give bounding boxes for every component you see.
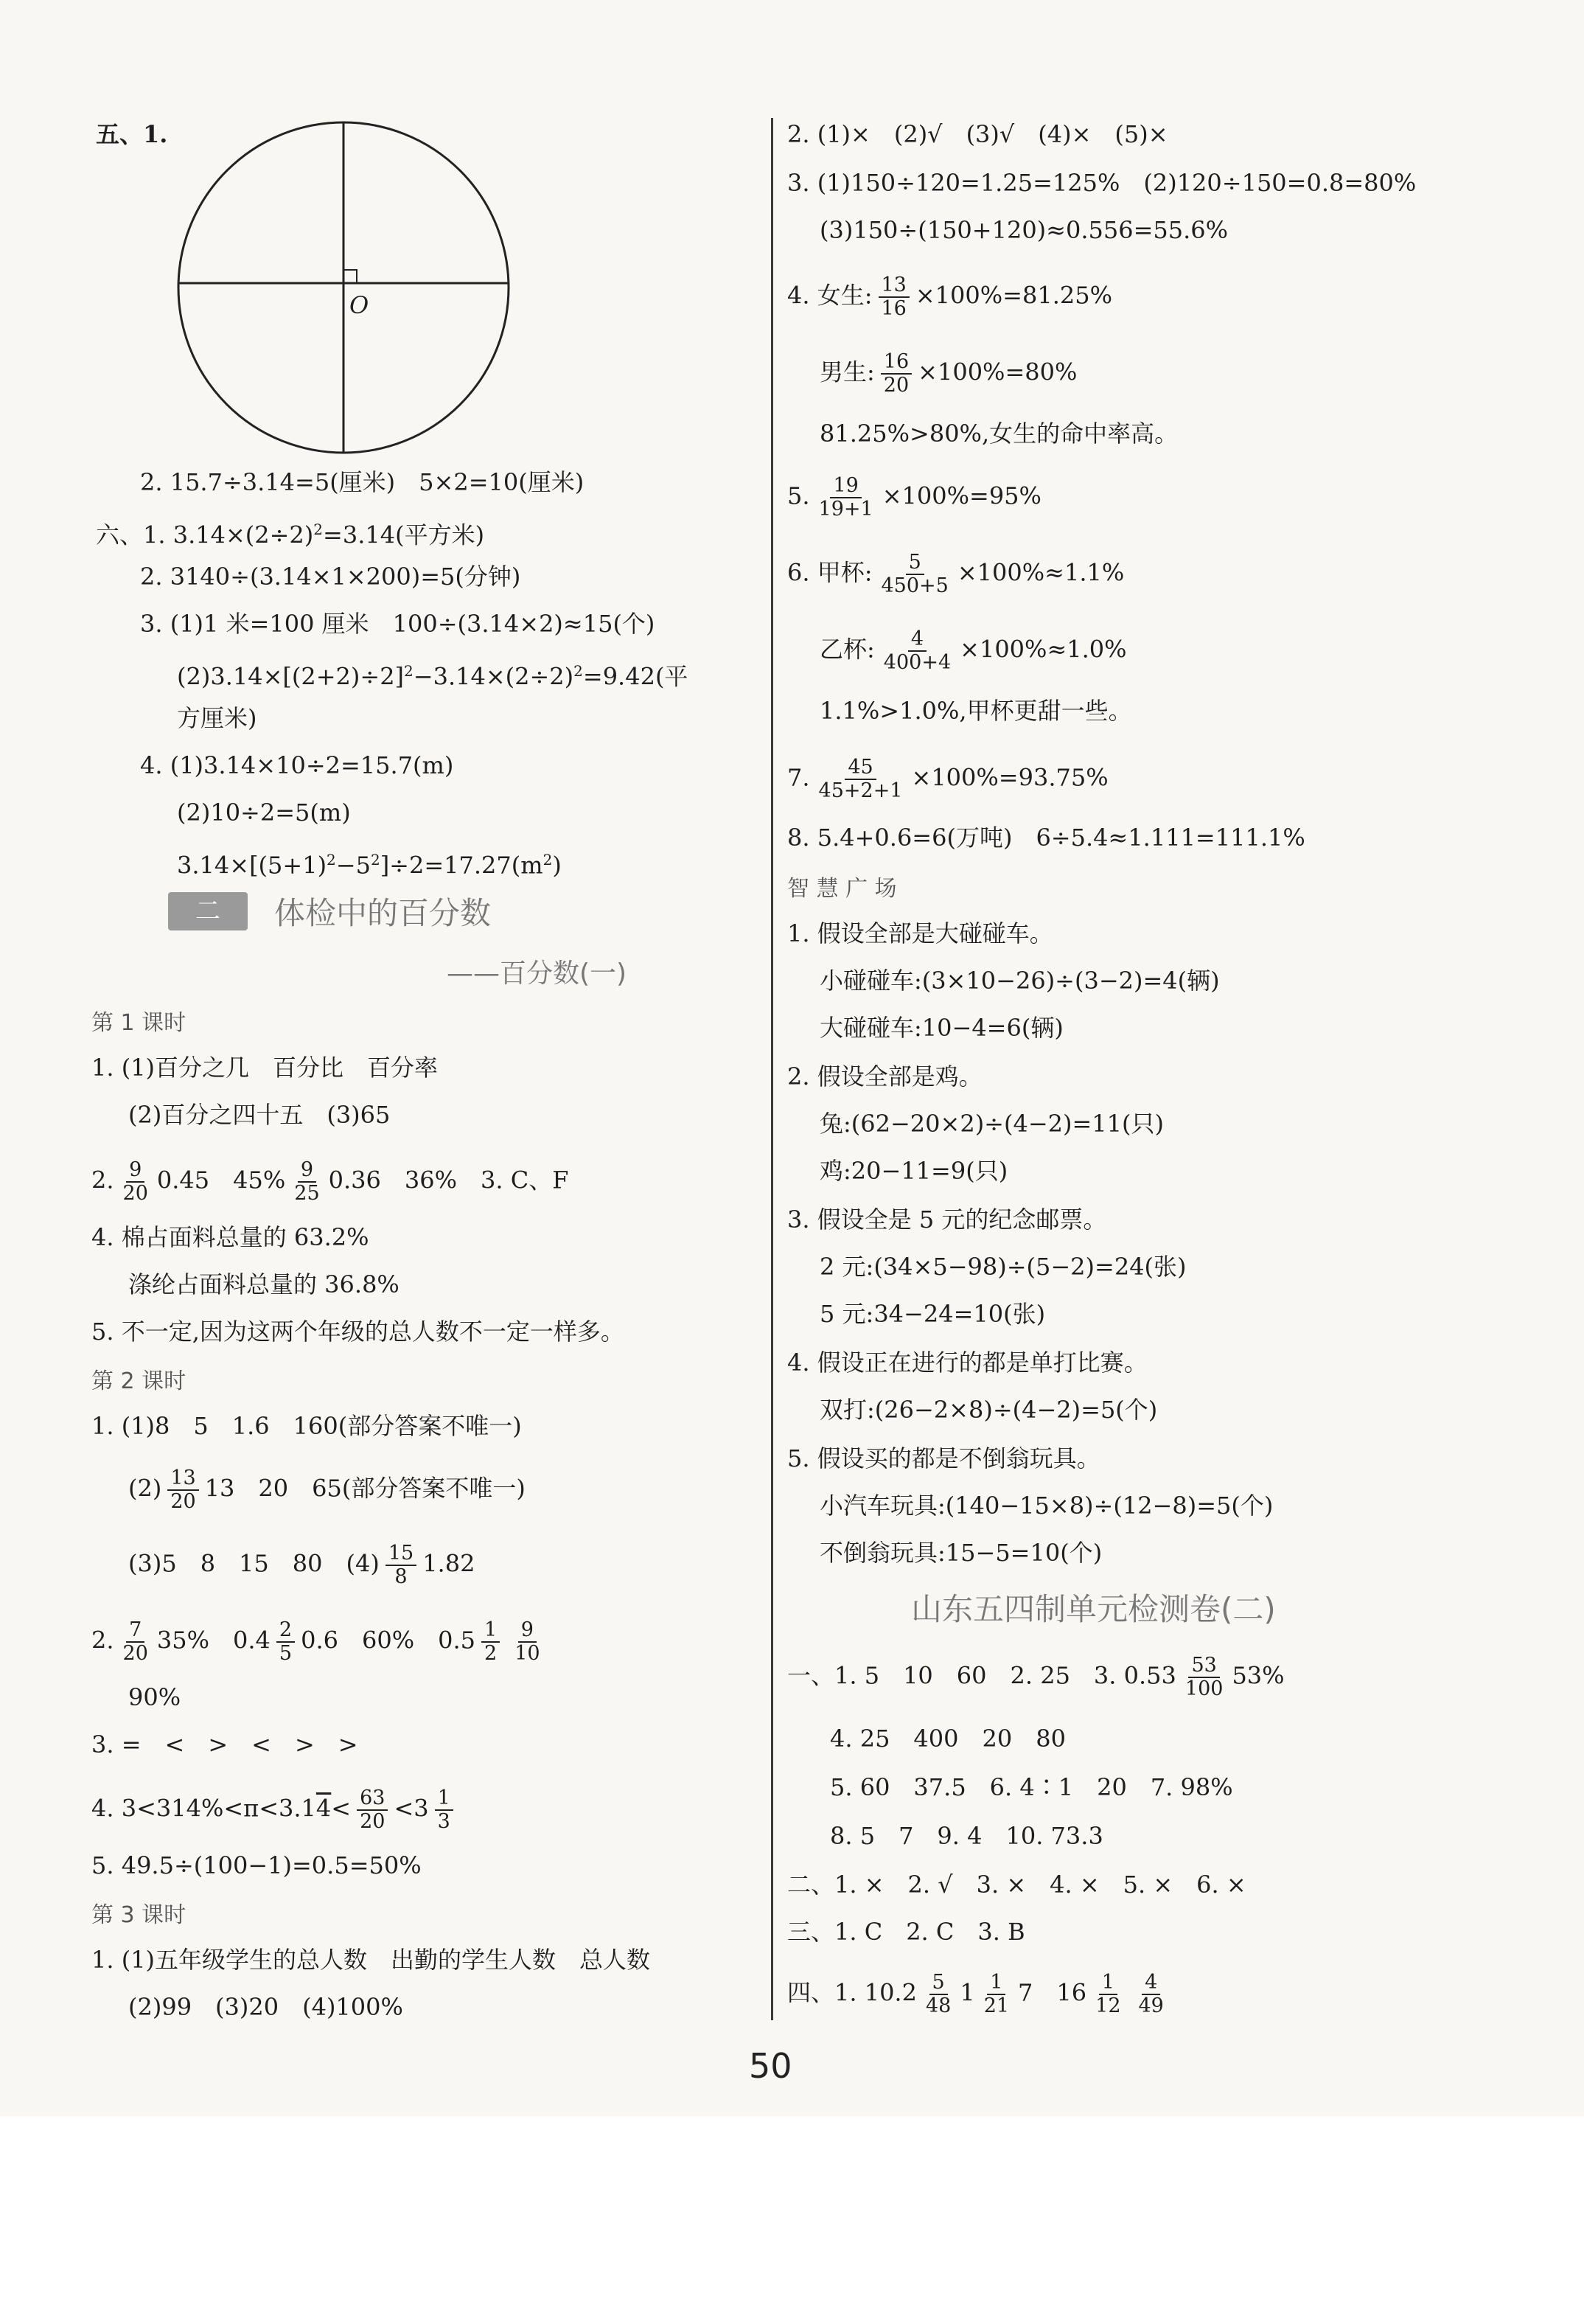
answer-line: 4. (1)3.14×10÷2=15.7(m) xyxy=(140,751,454,779)
section-heading: 智 慧 广 场 xyxy=(787,876,897,902)
answer-line: 男生: $\frac{16}{20}$ ×100%=80% xyxy=(820,350,1078,397)
answer-line: 1. (1)百分之几 百分比 百分率 xyxy=(91,1054,439,1082)
circle-diagram xyxy=(174,118,513,457)
answer-line: 5 元:34−24=10(张) xyxy=(820,1300,1046,1328)
answer-line: 小汽车玩具:(140−15×8)÷(12−8)=5(个) xyxy=(820,1492,1274,1520)
unit-badge: 二 xyxy=(168,892,248,930)
answer-line: 大碰碰车:10−4=6(辆) xyxy=(820,1014,1064,1042)
page-number: 50 xyxy=(749,2046,792,2086)
answer-line: 2. 假设全部是鸡。 xyxy=(787,1062,983,1090)
column-divider xyxy=(771,118,773,2020)
answer-line: 方厘米) xyxy=(177,704,257,732)
answer-line: 5. 60 37.5 6. 4∶1 20 7. 98% xyxy=(830,1773,1233,1801)
unit-subtitle: ——百分数(一) xyxy=(447,959,627,989)
answer-line: 5. 不一定,因为这两个年级的总人数不一定一样多。 xyxy=(91,1318,624,1346)
answer-line: 1. (1)8 5 1.6 160(部分答案不唯一) xyxy=(91,1412,522,1440)
answer-line: 2. 15.7÷3.14=5(厘米) 5×2=10(厘米) xyxy=(140,468,585,496)
answer-line: 二、1. × 2. √ 3. × 4. × 5. × 6. × xyxy=(787,1871,1246,1899)
answer-line: 6. 甲杯: $\frac{5}{450+5}$ ×100%≈1.1% xyxy=(787,551,1125,597)
answer-line: 小碰碰车:(3×10−26)÷(3−2)=4(辆) xyxy=(820,967,1220,995)
answer-line: 8. 5 7 9. 4 10. 73.3 xyxy=(830,1822,1103,1850)
answer-line: 不倒翁玩具:15−5=10(个) xyxy=(820,1539,1103,1567)
answer-line: 4. 女生: $\frac{13}{16}$ ×100%=81.25% xyxy=(787,274,1112,320)
answer-line: (2)10÷2=5(m) xyxy=(177,799,351,827)
answer-line: 一、1. 5 10 60 2. 25 3. 0.53 $\frac{53}{100}$ 53% xyxy=(787,1654,1285,1700)
answer-line: 双打:(26−2×8)÷(4−2)=5(个) xyxy=(820,1396,1158,1424)
lesson-heading: 第 1 课时 xyxy=(91,1010,186,1036)
answer-line: 鸡:20−11=9(只) xyxy=(820,1157,1008,1185)
answer-line: 1.1%>1.0%,甲杯更甜一些。 xyxy=(820,697,1132,725)
answer-line: 5. 49.5÷(100−1)=0.5=50% xyxy=(91,1851,422,1879)
answer-line: 5. $\frac{19}{19+1}$ ×100%=95% xyxy=(787,474,1042,521)
answer-line: (3)5 8 15 80 (4) $\frac{15}{8}$ 1.82 xyxy=(128,1542,475,1588)
answer-line: 4. 25 400 20 80 xyxy=(830,1725,1066,1753)
answer-line: (2)百分之四十五 (3)65 xyxy=(128,1101,391,1129)
circle-center-label: O xyxy=(349,291,369,319)
answer-line: 2. (1)× (2)√ (3)√ (4)× (5)× xyxy=(787,120,1168,148)
answer-line: 2. $\frac{9}{20}$ 0.45 45% $\frac{9}{25}$ 0.36 36% 3. C、F xyxy=(91,1158,569,1205)
section-5-label: 五、1. xyxy=(96,120,168,148)
answer-line: 4. 假设正在进行的都是单打比赛。 xyxy=(787,1349,1148,1377)
answer-line: (2) $\frac{13}{20}$ 13 20 65(部分答案不唯一) xyxy=(128,1467,526,1513)
answer-line: 四、1. 10.2 $\frac{5}{48}$ 1 $\frac{1}{21}$ 7 16 $\frac{1}{12}$ $\frac{4}{49}$ xyxy=(787,1971,1164,2017)
right-angle-mark xyxy=(343,270,357,283)
answer-line: 2. $\frac{7}{20}$ 35% 0.4 $\frac{2}{5}$ 0.6 60% 0.5 $\frac{1}{2}$ $\frac{9}{10}$ xyxy=(91,1618,540,1665)
answer-line: 1. 假设全部是大碰碰车。 xyxy=(787,919,1053,947)
answer-line: 3. 假设全是 5 元的纪念邮票。 xyxy=(787,1206,1107,1234)
answer-line: 涤纶占面料总量的 36.8% xyxy=(128,1270,400,1298)
answer-line: 90% xyxy=(128,1683,181,1711)
answer-line: 3. = < > < > > xyxy=(91,1730,358,1758)
unit-title: 体检中的百分数 xyxy=(274,895,492,931)
answer-line: (2)99 (3)20 (4)100% xyxy=(128,1993,403,2021)
answer-line: 4. 3<314%<π<3.14< $\frac{63}{20}$ <3 $\frac{1}{3}$ xyxy=(91,1787,459,1833)
answer-line: (3)150÷(150+120)≈0.556=55.6% xyxy=(820,216,1229,244)
answer-line: 1. (1)五年级学生的总人数 出勤的学生人数 总人数 xyxy=(91,1946,651,1974)
answer-line: 3. (1)150÷120=1.25=125% (2)120÷150=0.8=80% xyxy=(787,169,1417,197)
answer-line: 81.25%>80%,女生的命中率高。 xyxy=(820,420,1179,448)
section-6-line: 六、1. $3.14\times(2\div 2)^2=3.14$(平方米) xyxy=(96,521,485,549)
answer-line: $3.14\times[(5+1)^2-5^2]\div 2=17.27(m^2)$ xyxy=(177,851,562,880)
answer-line: 8. 5.4+0.6=6(万吨) 6÷5.4≈1.111=111.1% xyxy=(787,824,1305,852)
lesson-heading: 第 2 课时 xyxy=(91,1368,186,1394)
answer-line: $(2)3.14\times[(2+2)\div 2]^2-3.14\times(2\div 2)^2=9.42$(平 xyxy=(177,662,688,691)
answer-line: 4. 棉占面料总量的 63.2% xyxy=(91,1223,369,1251)
test-title: 山东五四制单元检测卷(二) xyxy=(911,1591,1276,1627)
answer-line: 2 元:(34×5−98)÷(5−2)=24(张) xyxy=(820,1253,1187,1281)
answer-line: 3. (1)1 米=100 厘米 100÷(3.14×2)≈15(个) xyxy=(140,610,655,638)
answer-line: 7. $\frac{45}{45+2+1}$ ×100%=93.75% xyxy=(787,756,1109,802)
answer-line: 兔:(62−20×2)÷(4−2)=11(只) xyxy=(820,1110,1164,1138)
answer-line: 乙杯: $\frac{4}{400+4}$ ×100%≈1.0% xyxy=(820,627,1127,674)
answer-line: 2. 3140÷(3.14×1×200)=5(分钟) xyxy=(140,563,521,591)
answer-line: 三、1. C 2. C 3. B xyxy=(787,1918,1025,1946)
answer-line: 5. 假设买的都是不倒翁玩具。 xyxy=(787,1444,1100,1472)
lesson-heading: 第 3 课时 xyxy=(91,1902,186,1928)
